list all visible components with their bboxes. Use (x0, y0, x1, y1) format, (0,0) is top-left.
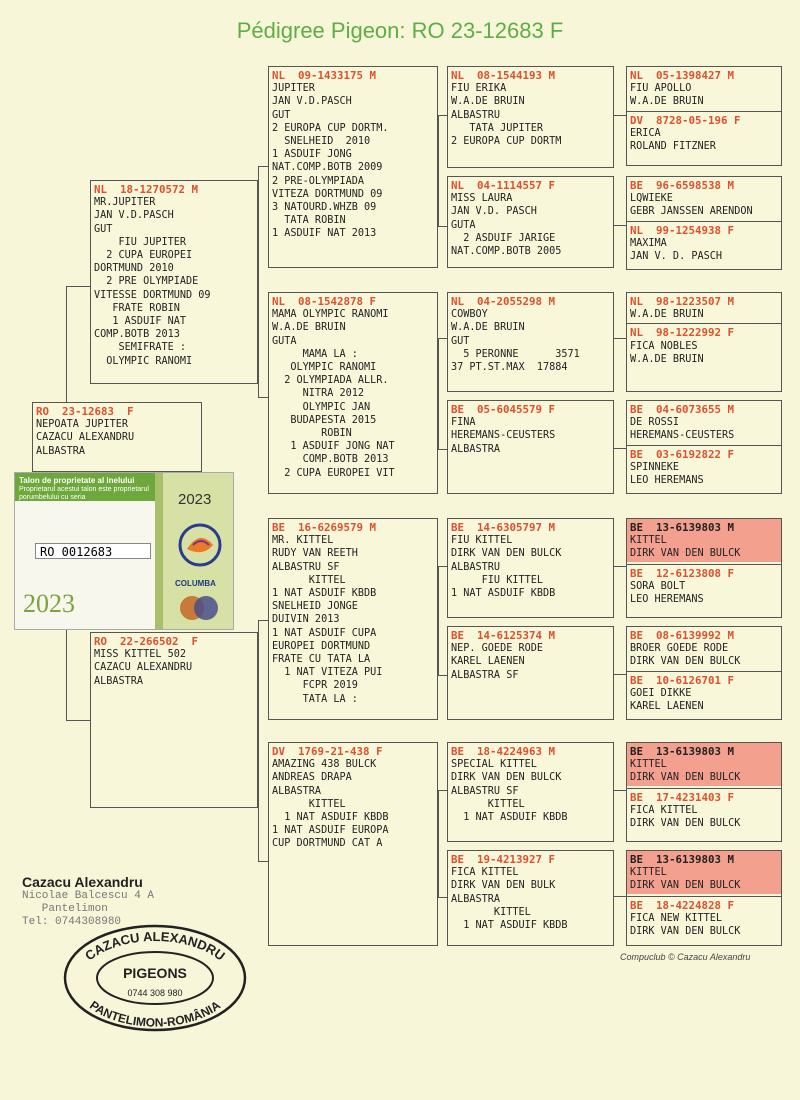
stamp-phone: 0744 308 980 (127, 988, 183, 998)
ring-number: BE 10-6126701 F (630, 673, 735, 687)
pedigree-line: SPINNEKE (630, 461, 680, 473)
pedigree-line: 1 NAT ASDUIF KBDB (272, 812, 389, 824)
ring-number: BE 17-4231403 F (630, 790, 735, 804)
ring-number: BE 03-6192822 F (630, 447, 735, 461)
pedigree-line: CAZACU ALEXANDRU (94, 662, 193, 674)
g5-box-3 (626, 292, 782, 392)
pedigree-line: AMAZING 438 BULCK (272, 759, 377, 771)
pedigree-line: FIU ERIKA (451, 83, 507, 95)
ring-number: NL 09-1433175 M (272, 69, 377, 82)
pedigree-line: NEP. GOEDE RODE (451, 643, 544, 655)
pedigree-line: 1 ASDUIF NAT (94, 316, 187, 328)
pedigree-line: ALBASTRA SF (451, 669, 519, 681)
pedigree-line: DIRK VAN DEN BULCK (630, 548, 741, 560)
pedigree-line: COWBOY (451, 309, 488, 321)
subject-box (32, 402, 202, 472)
pedigree-line: BUDAPESTA 2015 (272, 414, 377, 426)
pedigree-line: FICA NOBLES (630, 340, 698, 352)
ring-number: BE 19-4213927 F (451, 853, 556, 866)
pedigree-line: TATA ROBIN (272, 215, 346, 227)
pedigree-line: SNELHEID 2010 (272, 136, 371, 148)
box-divider (627, 788, 781, 831)
pedigree-line: GUT (94, 223, 113, 235)
connector (614, 448, 626, 450)
pedigree-line: KITTEL (630, 759, 667, 771)
pedigree-line: JAN V.D.PASCH (272, 96, 352, 108)
pedigree-line: VITESSE DORTMUND 09 (94, 289, 211, 301)
stamp-bottom-text: PANTELIMON-ROMÂNIA (87, 998, 223, 1030)
ring-logo-icon (177, 591, 221, 625)
pedigree-line: 1 ASDUIF NAT 2013 (272, 228, 377, 240)
ring-number: DV 8728-05-196 F (630, 113, 741, 127)
pedigree-line: JAN V.D. PASCH (451, 206, 537, 218)
ring-number: NL 99-1254938 F (630, 223, 735, 237)
ring-number: NL 04-1114557 F (451, 179, 556, 192)
pedigree-line: DORTMUND 2010 (94, 263, 174, 275)
pedigree-line: TATA JUPITER (451, 122, 544, 134)
pedigree-line: W.A.DE BRUIN (451, 322, 525, 334)
pedigree-line: SPECIAL KITTEL (451, 759, 537, 771)
pedigree-line: GUT (272, 109, 291, 121)
pedigree-line: MAMA OLYMPIC RANOMI (272, 309, 389, 321)
pedigree-line: ALBASTRU (451, 109, 501, 121)
sticker-title: Talon de proprietate al inelului (19, 476, 135, 485)
box-divider (627, 671, 781, 714)
pedigree-line: ALBASTRA (451, 893, 501, 905)
stamp-top-text: CAZACU ALEXANDRU (82, 928, 228, 964)
box-divider (627, 323, 781, 366)
pedigree-line: COMP.BOTB 2013 (94, 329, 180, 341)
dds-box (447, 742, 614, 842)
pedigree-line: 2 EUROPA CUP DORTM. (272, 122, 389, 134)
pedigree-line: NAT.COMP.BOTB 2009 (272, 162, 383, 174)
pedigree-line: ALBASTRA (451, 443, 501, 455)
pedigree-line: 2 PRE-OLYMPIADA (272, 175, 365, 187)
pedigree-line: GUTA (272, 335, 297, 347)
breeder-stamp (60, 920, 250, 1032)
pedigree-line: ALBASTRA (94, 675, 144, 687)
sire-dam-box (268, 292, 438, 494)
pedigree-line: BROER GOEDE RODE (630, 643, 729, 655)
footer-credit: Compuclub © Cazacu Alexandru (620, 952, 751, 962)
pedigree-line: EUROPEI DORTMUND (272, 640, 371, 652)
pedigree-line: RUDY VAN REETH (272, 548, 358, 560)
connector (614, 790, 626, 792)
pedigree-line: DIRK VAN DEN BULCK (451, 548, 562, 560)
pedigree-line: MAMA LA : (272, 348, 358, 360)
dss-box (447, 518, 614, 618)
pedigree-line: DIRK VAN DEN BULK (451, 880, 556, 892)
pedigree-line: DIRK VAN DEN BULCK (630, 656, 741, 668)
pedigree-line: DIRK VAN DEN BULCK (630, 818, 741, 830)
pedigree-line: FIU KITTEL (451, 574, 544, 586)
pedigree-line: COMP.BOTB 2013 (272, 454, 389, 466)
pedigree-line: ALBASTRU SF (272, 561, 340, 573)
pedigree-line: LQWIEKE (630, 193, 673, 205)
connector (614, 674, 626, 676)
sticker-brand: COLUMBA (175, 579, 216, 588)
pedigree-line: KITTEL (272, 798, 346, 810)
pedigree-line: LEO HEREMANS (630, 475, 704, 487)
connector (614, 896, 626, 898)
pedigree-line: 1 NAT VITEZA PUI (272, 667, 383, 679)
ring-number: BE 14-6305797 M (451, 521, 556, 534)
pedigree-line: MAXIMA (630, 237, 667, 249)
connector (614, 225, 626, 227)
owner-address: Nicolae Balcescu 4 A Pantelimon Tel: 0744308980 (22, 890, 155, 928)
pedigree-line: DUIVIN 2013 (272, 614, 340, 626)
pedigree-line: KAREL LAENEN (451, 656, 525, 668)
sticker-subtitle: Proprietarul acestui talon este proprietarul porumbelului cu seria (19, 486, 149, 501)
ring-number: BE 14-6125374 M (451, 629, 556, 642)
columba-logo-icon (175, 515, 225, 575)
dam-sire-box (268, 518, 438, 720)
pedigree-line: MISS KITTEL 502 (94, 649, 187, 661)
pedigree-line: 2 CUPA EUROPEI (94, 250, 193, 262)
highlighted-ancestor (627, 851, 781, 894)
owner-name: Cazacu Alexandru (22, 874, 143, 890)
ring-number: NL 04-2055298 M (451, 295, 556, 308)
sds-box (447, 292, 614, 392)
pedigree-line: 1 NAT ASDUIF KBDB (272, 588, 377, 600)
pedigree-line: KITTEL (630, 535, 667, 547)
pedigree-line: GUT (451, 335, 470, 347)
ring-number: NL 98-1222992 F (630, 326, 735, 340)
connector (614, 566, 626, 568)
connector (614, 115, 626, 117)
sticker-year: 2023 (23, 589, 75, 618)
pedigree-line: ANDREAS DRAPA (272, 772, 352, 784)
pedigree-line: DIRK VAN DEN BULCK (630, 772, 741, 784)
sticker-year-small: 2023 (178, 491, 212, 508)
pedigree-line: 2 OLYMPIADA ALLR. (272, 375, 389, 387)
pedigree-line: ALBASTRA (272, 785, 322, 797)
pedigree-line: FINA (451, 417, 476, 429)
pedigree-line: KAREL LAENEN (630, 701, 704, 713)
ring-number: BE 05-6045579 F (451, 403, 556, 416)
pedigree-line: ERICA (630, 127, 661, 139)
pedigree-line: W.A.DE BRUIN (451, 96, 525, 108)
pedigree-line: 1 NAT ASDUIF KBDB (451, 812, 568, 824)
svg-text:PANTELIMON-ROMÂNIA (87, 998, 223, 1030)
g5-box-8 (626, 850, 782, 946)
pedigree-line: 37 PT.ST.MAX 17884 (451, 362, 568, 374)
pedigree-line: ROBIN (272, 428, 352, 440)
pedigree-line: ALBASTRU (451, 561, 501, 573)
pedigree-line: SNELHEID JONGE (272, 601, 358, 613)
ring-number: NL 98-1223507 M (630, 295, 735, 308)
ring-number: BE 18-4224828 F (630, 898, 735, 912)
ring-number: NL 08-1542878 F (272, 295, 377, 308)
pedigree-line: FRATE CU TATA LA (272, 654, 371, 666)
pedigree-line: FICA KITTEL (630, 804, 698, 816)
pedigree-line: GOEI DIKKE (630, 687, 692, 699)
box-divider (627, 445, 781, 488)
pedigree-line: 2 PRE OLYMPIADE (94, 276, 199, 288)
pedigree-line: CAZACU ALEXANDRU (36, 432, 135, 444)
pedigree-line: MR.JUPITER (94, 197, 156, 209)
box-divider (627, 564, 781, 607)
pedigree-line: W.A.DE BRUIN (630, 96, 704, 108)
pedigree-line: VITEZA DORTMUND 09 (272, 188, 383, 200)
pedigree-line: GUTA (451, 219, 476, 231)
ddd-box (447, 850, 614, 946)
dsd-box (447, 626, 614, 720)
pedigree-line: DIRK VAN DEN BULCK (451, 772, 562, 784)
ring-number: DV 1769-21-438 F (272, 745, 383, 758)
pedigree-line: FIU KITTEL (451, 535, 513, 547)
pedigree-line: ALBASTRA (36, 445, 86, 457)
sire-box (90, 180, 258, 384)
sss-box (447, 66, 614, 168)
ring-number: BE 13-6139803 M (630, 521, 735, 534)
pedigree-line: JAN V. D. PASCH (630, 251, 723, 263)
g5-box-7 (626, 742, 782, 842)
ring-number: BE 04-6073655 M (630, 403, 735, 416)
ring-number: NL 18-1270572 M (94, 183, 199, 196)
connector (614, 338, 626, 340)
pedigree-line: GEBR JANSSEN ARENDON (630, 206, 753, 218)
ring-number: NL 05-1398427 M (630, 69, 735, 82)
sdd-box (447, 400, 614, 494)
pedigree-line: SEMIFRATE : (94, 342, 187, 354)
pedigree-line: MR. KITTEL (272, 535, 334, 547)
pedigree-line: 2 EUROPA CUP DORTM (451, 136, 562, 148)
pedigree-line: FRATE ROBIN (94, 302, 180, 314)
pedigree-line: 3 NATOURD.WHZB 09 (272, 202, 377, 214)
page-title: Pédigree Pigeon: RO 23-12683 F (236, 18, 564, 43)
g5-box-1 (626, 66, 782, 166)
pedigree-line: 1 NAT ASDUIF KBDB (451, 920, 568, 932)
g5-box-6 (626, 626, 782, 720)
box-divider (627, 111, 781, 154)
sticker-serial: RO 0012683 (35, 543, 151, 559)
pedigree-line: LEO HEREMANS (630, 594, 704, 606)
highlighted-ancestor (627, 743, 781, 786)
pedigree-line: 2 ASDUIF JARIGE (451, 232, 556, 244)
pedigree-line: 5 PERONNE 3571 (451, 348, 580, 360)
pedigree-line: ROLAND FITZNER (630, 141, 716, 153)
pedigree-line: KITTEL (272, 574, 346, 586)
ring-number: BE 08-6139992 M (630, 629, 735, 642)
sticker-band (155, 473, 163, 629)
pedigree-line: NITRA 2012 (272, 388, 365, 400)
ring-number: BE 18-4224963 M (451, 745, 556, 758)
ring-number: RO 23-12683 F (36, 405, 134, 418)
dam-box (90, 632, 258, 808)
pedigree-line: ALBASTRU SF (451, 785, 519, 797)
pedigree-line: W.A.DE BRUIN (630, 309, 704, 321)
dam-dam-box (268, 742, 438, 946)
highlighted-ancestor (627, 519, 781, 562)
ownership-sticker (14, 472, 234, 630)
pedigree-line: DE ROSSI (630, 417, 680, 429)
ring-number: NL 08-1544193 M (451, 69, 556, 82)
pedigree-line: KITTEL (451, 906, 531, 918)
pedigree-line: SORA BOLT (630, 580, 686, 592)
pedigree-line: W.A.DE BRUIN (272, 322, 346, 334)
ring-number: BE 13-6139803 M (630, 853, 735, 866)
g5-box-5 (626, 518, 782, 618)
pedigree-line: 1 NAT ASDUIF KBDB (451, 588, 556, 600)
pedigree-line: OLYMPIC RANOMI (272, 362, 377, 374)
pedigree-line: JAN V.D.PASCH (94, 210, 174, 222)
pedigree-line: NEPOATA JUPITER (36, 419, 129, 431)
pedigree-line: MISS LAURA (451, 193, 513, 205)
connector (66, 286, 93, 405)
pedigree-line: HEREMANS-CEUSTERS (451, 430, 556, 442)
pedigree-line: JUPITER (272, 83, 315, 95)
pedigree-line: 2 CUPA EUROPEI VIT (272, 467, 395, 479)
pedigree-line: FIU APOLLO (630, 83, 692, 95)
stamp-center-text: PIGEONS (123, 965, 187, 981)
g5-box-4 (626, 400, 782, 494)
sire-sire-box (268, 66, 438, 268)
pedigree-line: KITTEL (451, 798, 525, 810)
pedigree-line: FICA NEW KITTEL (630, 912, 723, 924)
pedigree-line: OLYMPIC RANOMI (94, 355, 193, 367)
pedigree-line: 1 NAT ASDUIF EUROPA (272, 825, 389, 837)
pedigree-line: 1 ASDUIF JONG (272, 149, 352, 161)
pedigree-line: TATA LA : (272, 693, 358, 705)
g5-box-2 (626, 176, 782, 270)
pedigree-line: KITTEL (630, 867, 667, 879)
pedigree-line: 1 NAT ASDUIF CUPA (272, 627, 377, 639)
ring-number: RO 22-266502 F (94, 635, 199, 648)
box-divider (627, 896, 781, 939)
ring-number: BE 13-6139803 M (630, 745, 735, 758)
pedigree-line: FICA KITTEL (451, 867, 519, 879)
ring-number: BE 12-6123808 F (630, 566, 735, 580)
pedigree-line: FCPR 2019 (272, 680, 358, 692)
pedigree-line: HEREMANS-CEUSTERS (630, 430, 735, 442)
pedigree-line: DIRK VAN DEN BULCK (630, 926, 741, 938)
pedigree-line: 1 ASDUIF JONG NAT (272, 441, 395, 453)
pedigree-line: NAT.COMP.BOTB 2005 (451, 246, 562, 258)
box-divider (627, 221, 781, 264)
ring-number: BE 16-6269579 M (272, 521, 377, 534)
pedigree-line: CUP DORTMUND CAT A (272, 838, 383, 850)
pedigree-line: DIRK VAN DEN BULCK (630, 880, 741, 892)
pedigree-line: OLYMPIC JAN (272, 401, 371, 413)
pedigree-line: W.A.DE BRUIN (630, 353, 704, 365)
pedigree-line: FIU JUPITER (94, 236, 187, 248)
ssd-box (447, 176, 614, 268)
ring-number: BE 96-6598538 M (630, 179, 735, 192)
